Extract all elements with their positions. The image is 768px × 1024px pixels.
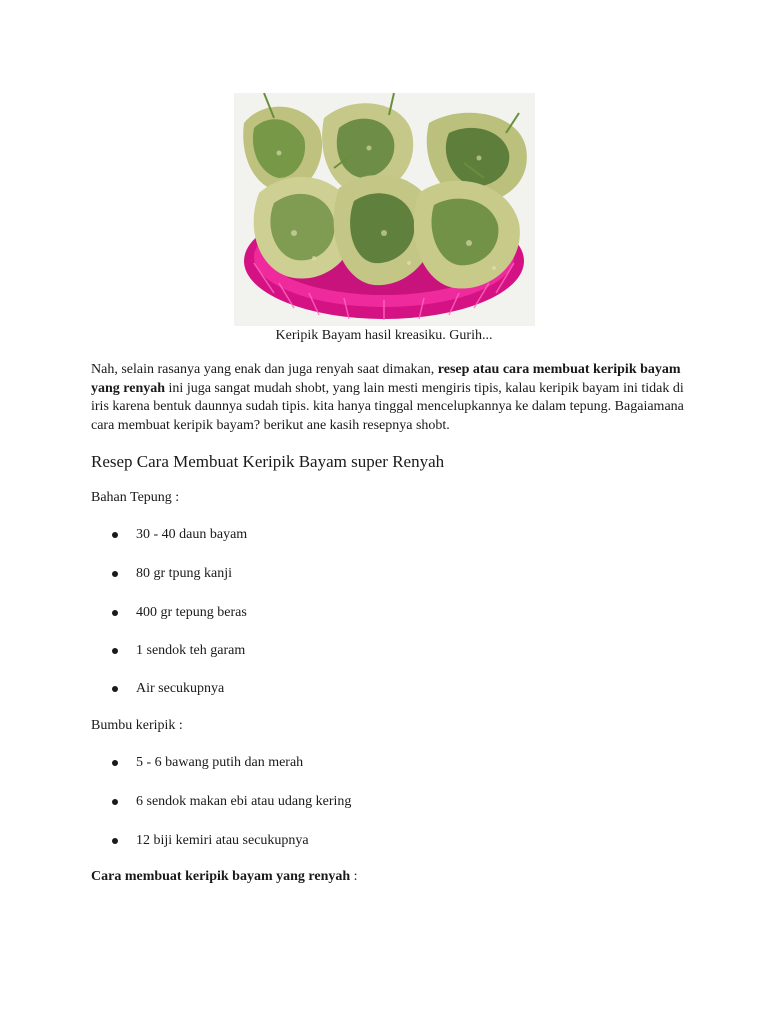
method-bold: Cara membuat keripik bayam yang renyah [91,869,351,884]
bullet-icon [112,571,118,577]
bullet-icon [112,760,118,766]
bumbu-label: Bumbu keripik : [91,718,183,733]
bahan-tepung-label: Bahan Tepung : [91,490,180,505]
intro-paragraph [91,361,691,435]
bullet-icon [112,610,118,616]
bullet-icon [112,648,118,654]
intro-text-start: Nah, selain rasanya yang enak dan juga renyah saat dimakan, [91,362,438,377]
method-suffix: : [350,869,358,884]
bullet-icon [112,799,118,805]
document-page: Keripik Bayam hasil kreasiku. Gurih... Nah, selain rasanya yang enak dan juga renyah saat dimakan, resep atau cara membuat keripik bayam yang renyah ini juga sangat mudah shobt, yang lain mesti mengiris tipis, kalau keripik bayam ini tidak di iris karena bentuk daunnya sudah tipis. kita hanya tinggal mencelupkannya ke dalam tepung. Bagaiamana cara membuat keripik bayam? berikut ane kasih resepnya shobt. Resep Cara Membuat Keripik Bayam super Renyah Bahan Tepung : 30 - 40 daun bayam 80 gr tpung kanji 400 gr tepung beras 1 sendok teh garam Air secukupnya Bumbu keripik : 5 - 6 bawang putih dan merah 6 sendok makan ebi atau udang kering 12 biji kemiri atau secukupnya Cara membuat keripik bayam yang renyah : [0,0,768,1024]
bullet-icon [112,686,118,692]
recipe-heading: Resep Cara Membuat Keripik Bayam super Renyah [91,452,445,471]
bullet-icon [112,838,118,844]
intro-text-end: ini juga sangat mudah shobt, yang lain mesti mengiris tipis, kalau keripik bayam ini tidak di iris karena bentuk daunnya sudah tipis. kita hanya tinggal mencelupkannya ke dalam tepung. Bagaiamana cara membuat keripik bayam? berikut ane kasih resepnya shobt. [91,380,684,433]
method-heading [91,868,358,886]
intro-bold-phrase: resep atau cara membuat keripik bayam yang renyah [91,362,681,396]
keripik-bayam-photo [234,93,535,326]
photo-caption: Keripik Bayam hasil kreasiku. Gurih... [275,328,493,343]
bullet-icon [112,532,118,538]
